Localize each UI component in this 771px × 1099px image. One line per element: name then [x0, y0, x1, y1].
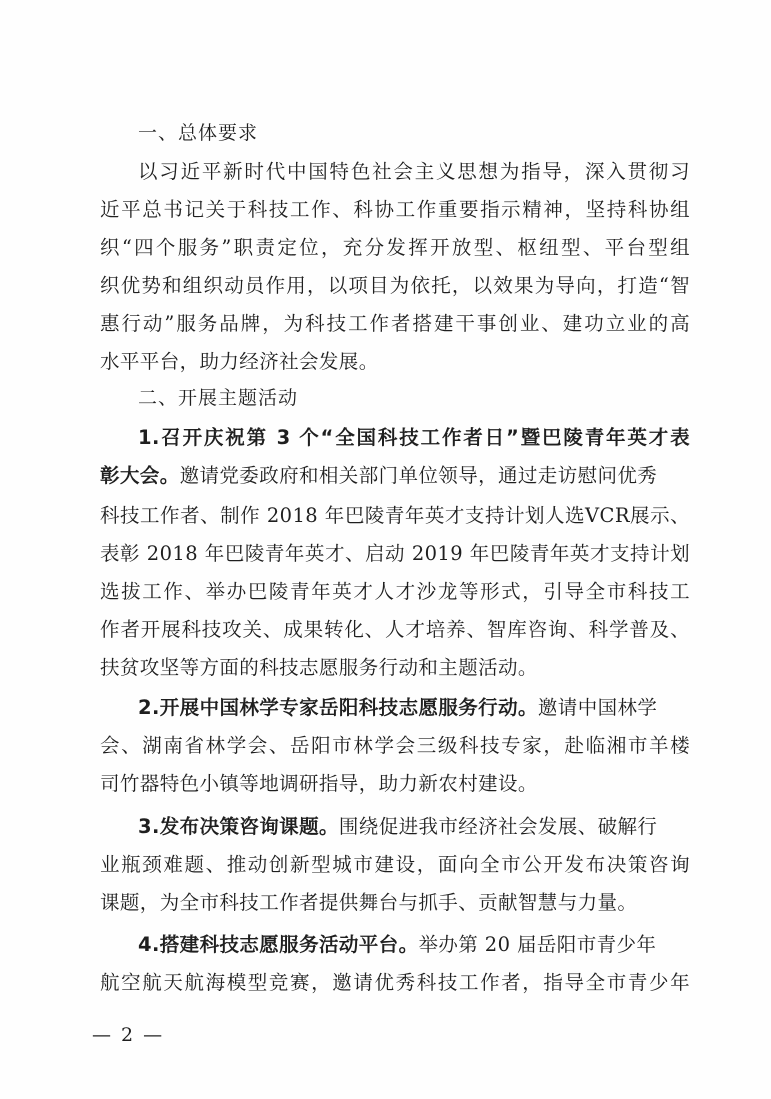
item2-line1-text: 邀请中国林学	[537, 696, 658, 719]
paragraph-line: 司竹器特色小镇等地调研指导，助力新农村建设。	[100, 772, 538, 795]
paragraph-line: 表彰 2018 年巴陵青年英才、启动 2019 年巴陵青年英才支持计划	[100, 542, 690, 565]
item1-title: 1.召开庆祝第 3 个“全国科技工作者日”暨巴陵青年英才表	[138, 426, 690, 449]
item1-line2	[100, 457, 690, 494]
item3-line1-text: 围绕促进我市经济社会发展、破解行	[338, 815, 658, 838]
item3-line1	[138, 808, 690, 845]
paragraph-line: 会、湖南省林学会、岳阳市林学会三级科技专家，赴临湘市羊楼	[100, 734, 690, 757]
paragraph-line: 课题，为全市科技工作者提供舞台与抓手、贡献智慧与力量。	[100, 891, 638, 914]
item3-title: 3.发布决策咨询课题。	[138, 815, 339, 838]
item1-title-end: 彰大会。	[100, 464, 180, 487]
paragraph-line: 选拔工作、举办巴陵青年英才人才沙龙等形式，引导全市科技工	[100, 580, 690, 603]
paragraph-line: 扶贫攻坚等方面的科技志愿服务行动和主题活动。	[100, 656, 538, 679]
paragraph-line: 近平总书记关于科技工作、科协工作重要指示精神，坚持科协组	[100, 198, 690, 221]
item2-line1	[138, 689, 690, 726]
section-heading-theme-activities: 二、开展主题活动	[138, 387, 299, 409]
item1-line2-text: 邀请党委政府和相关部门单位领导，通过走访慰问优秀	[179, 464, 658, 487]
paragraph-line: 织“四个服务”职责定位，充分发挥开放型、枢纽型、平台型组	[100, 236, 690, 259]
paragraph-line: 织优势和组织动员作用，以项目为依托，以效果为导向，打造“智	[100, 274, 690, 297]
paragraph-line: 作者开展科技攻关、成果转化、人才培养、智库咨询、科学普及、	[100, 618, 690, 641]
paragraph-line: 业瓶颈难题、推动创新型城市建设，面向全市公开发布决策咨询	[100, 853, 690, 876]
item4-line1	[138, 926, 690, 963]
paragraph-line: 惠行动”服务品牌，为科技工作者搭建干事创业、建功立业的高	[100, 312, 690, 335]
page-number: — 2 —	[92, 1024, 165, 1046]
item4-line1-text: 举办第 20 届岳阳市青少年	[418, 933, 657, 956]
item2-title: 2.开展中国林学专家岳阳科技志愿服务行动。	[138, 696, 538, 719]
paragraph-line: 水平平台，助力经济社会发展。	[100, 350, 379, 373]
paragraph-line: 以习近平新时代中国特色社会主义思想为指导，深入贯彻习	[138, 160, 690, 183]
section-heading-overall-requirements: 一、总体要求	[138, 122, 259, 144]
item4-title: 4.搭建科技志愿服务活动平台。	[138, 933, 419, 956]
paragraph-line: 科技工作者、制作 2018 年巴陵青年英才支持计划人选VCR展示、	[100, 504, 690, 527]
paragraph-line: 航空航天航海模型竞赛，邀请优秀科技工作者，指导全市青少年	[100, 971, 690, 994]
